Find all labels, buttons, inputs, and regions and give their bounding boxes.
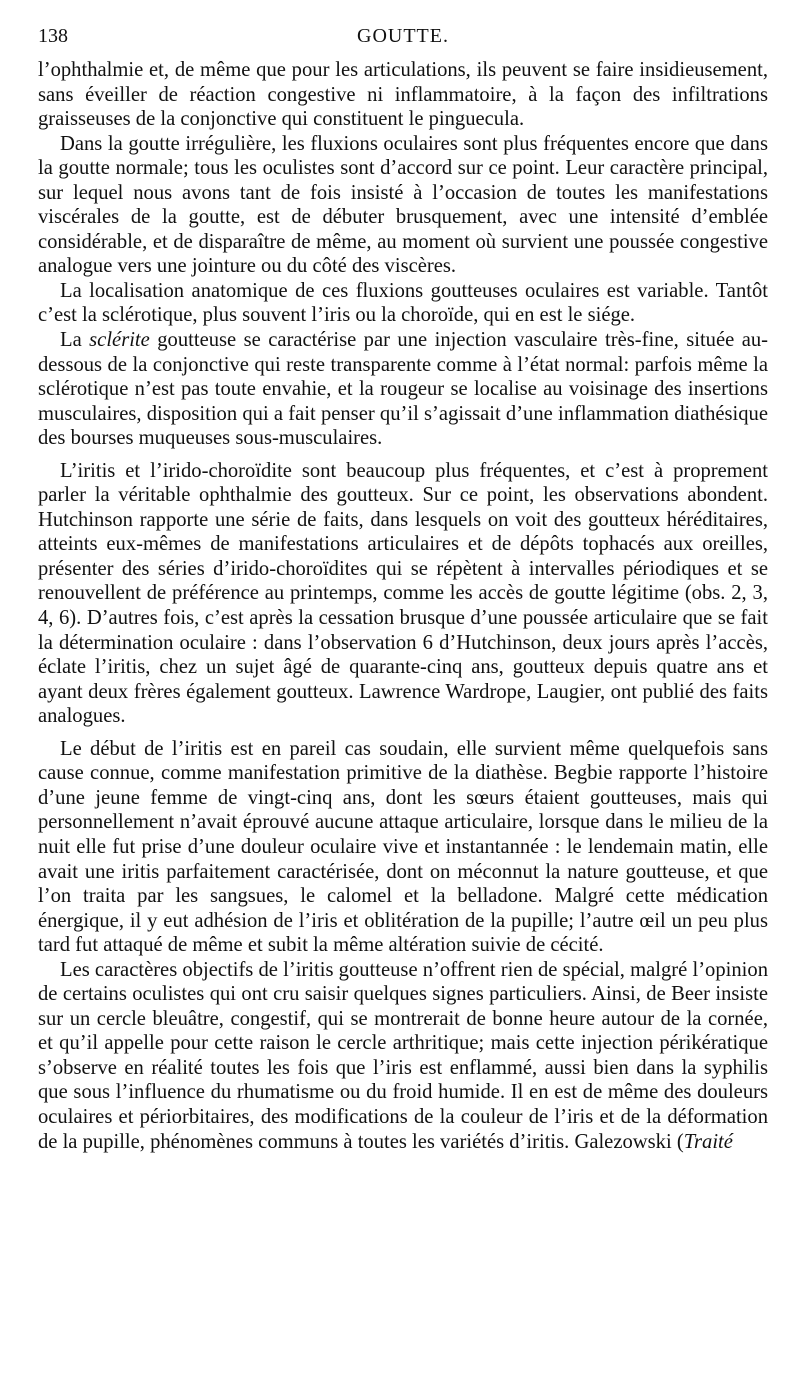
paragraph — [38, 279, 768, 328]
paragraph-text: L’iritis et l’irido-choroïdite sont beaucoup plus fréquentes, et c’est à proprement parler la véritable ophthalmie des goutteux. Sur ce point, les observations abondent. Hutchinson rapporte une série de faits, dans lesquels on voit des goutteux héréditaires, atteints eux-mêmes de manifestations articulaires et de dépôts tophacés aux oreilles, présenter des séries d’irido-choroïdites qui se répètent à intervalles périodiques et se renouvellent de préférence au printemps, comme les accès de goutte légitime (obs. 2, 3, 4, 6). D’autres fois, c’est après la cessation brusque d’une poussée articulaire que se fait la détermination oculaire : dans l’observation 6 d’Hutchinson, deux jours après l’accès, éclate l’iritis, chez un sujet âgé de quarante-cinq ans, goutteux depuis quatre ans et ayant deux frères également goutteux. Lawrence Wardrope, Laugier, ont publié des faits analogues. — [38, 459, 768, 728]
body-text — [38, 58, 768, 1154]
emphasized-term: sclérite — [89, 329, 150, 352]
running-head: GOUTTE. — [357, 25, 449, 47]
paragraph-text: Les caractères objectifs de l’iritis goutteuse n’offrent rien de spécial, malgré l’opinion de certains oculistes qui ont cru saisir quelques signes particuliers. Ainsi, de Beer insiste sur un cercle bleuâtre, congestif, qui se montrerait de bonne heure autour de la cornée, et qu’il appelle pour cette raison le cercle arthritique; mais cette injection périkératique s’observe en réalité toutes les fois que l’iris est enflammé, aussi bien dans la syphilis que sous l’influence du rhumatisme ou du froid humide. Il en est de même des douleurs oculaires et périorbitaires, des modifications de la couleur de l’iris et de la déformation de la pupille, phénomènes communs à toutes les variétés d’iritis. Galezowski ( — [38, 958, 768, 1153]
paragraph-lead: La — [60, 329, 90, 352]
paragraph — [38, 328, 768, 451]
paragraph-text: l’ophthalmie et, de même que pour les articulations, ils peuvent se faire insidieusement, sans éveiller de réaction congestive ni inflammatoire, à la façon des infiltrations graisseuses de la conjonctive qui constituent le pinguecula. — [38, 59, 768, 131]
paragraph — [38, 737, 768, 958]
document-page — [38, 24, 768, 1154]
paragraph-text: goutteuse se caractérise par une injection vasculaire très-fine, située au-dessous de la conjonctive qui reste transparente comme à l’état normal: parfois même la sclérotique n’est pas toute envahie, et la rougeur se localise au voisinage des insertions musculaires, disposition qui a fait penser qu’il s’agissait d’une inflammation diathésique des bourses muqueuses sous-musculaires. — [38, 329, 768, 450]
paragraph-text: La localisation anatomique de ces fluxions goutteuses oculaires est variable. Tantôt c’est la sclérotique, plus souvent l’iris ou la choroïde, qui en est le siége. — [38, 279, 768, 327]
paragraph-continued — [38, 58, 768, 132]
page-header — [38, 24, 768, 50]
paragraph — [38, 132, 768, 279]
paragraph-text: Le début de l’iritis est en pareil cas soudain, elle survient même quelquefois sans cause connue, comme manifestation primitive de la diathèse. Begbie rapporte l’histoire d’une jeune femme de vingt-cinq ans, dont les sœurs étaient goutteuses, mais qui personnellement n’avait éprouvé aucune attaque articulaire, lorsque dans le milieu de la nuit elle fut prise d’une douleur oculaire vive et instantannée : le lendemain matin, elle avait une iritis parfaitement caractérisée, dont on méconnut la nature goutteuse, et que l’on traita par les sangsues, le calomel et la belladone. Malgré cette médication énergique, il y eut adhésion de l’iris et oblitération de la pupille; l’autre œil un peu plus tard fut attaqué de même et subit la même altération suivie de cécité. — [38, 737, 768, 957]
page-number: 138 — [38, 25, 68, 47]
paragraph — [38, 459, 768, 729]
paragraph — [38, 958, 768, 1154]
paragraph-text: Dans la goutte irrégulière, les fluxions oculaires sont plus fréquentes encore que dans la goutte normale; tous les oculistes sont d’accord sur ce point. Leur caractère principal, sur lequel nous avons tant de fois insisté à l’occasion de toutes les manifestations viscérales de la goutte, est de débuter brusquement, avec une intensité d’emblée considérable, et de disparaître de même, au moment où survient une poussée congestive analogue vers une jointure ou du côté des viscères. — [38, 132, 768, 278]
emphasized-term: Traité — [683, 1130, 733, 1153]
